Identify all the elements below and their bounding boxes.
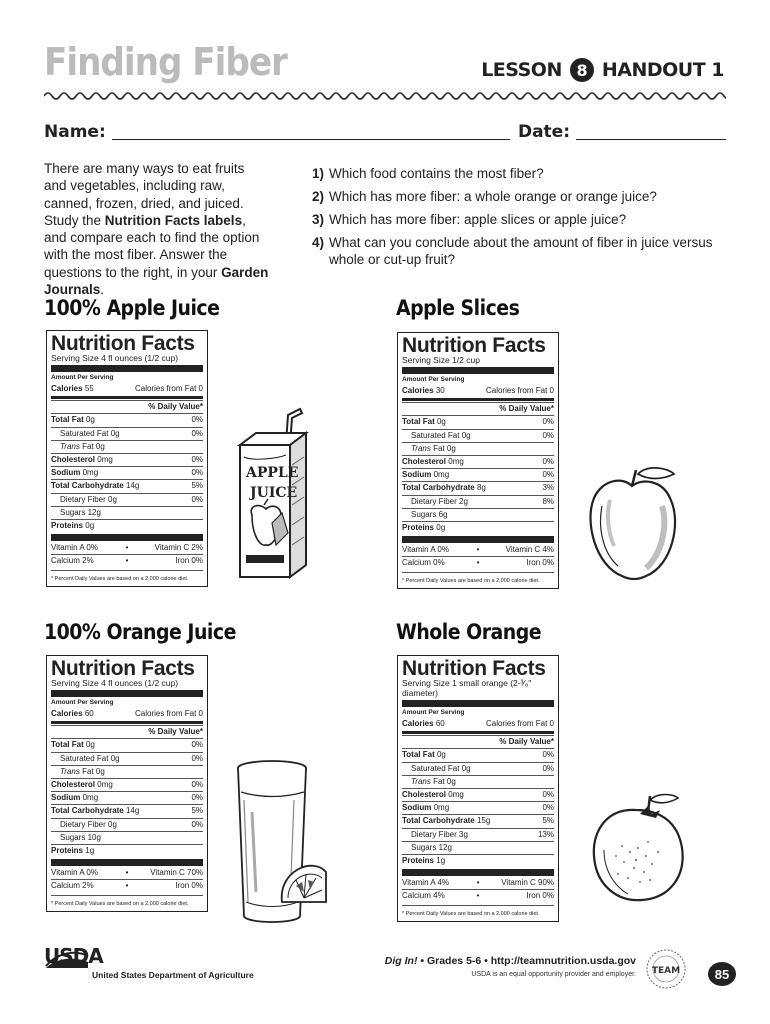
- calories-row: [402, 718, 554, 730]
- nf-chol-label: Cholesterol: [51, 455, 96, 465]
- nf-calories: 60: [435, 719, 445, 728]
- nf-protein-label: Proteins: [51, 521, 84, 531]
- nf-bullet: •: [476, 891, 480, 901]
- fiber-row: [51, 818, 203, 831]
- nf-carb-dv: 5%: [191, 806, 203, 816]
- nf-calories: 55: [84, 384, 94, 393]
- nf-trans-fat: Fat 0g: [433, 443, 456, 453]
- nf-sat-fat-dv: 0%: [542, 763, 554, 773]
- sugars-row: [402, 841, 554, 854]
- nutrition-label-apple-slices: [397, 332, 559, 589]
- protein-row: [402, 854, 554, 867]
- nf-fiber-dv: 13%: [537, 829, 554, 839]
- nf-vit-a: Vitamin A 0%: [51, 543, 98, 553]
- lesson-label: LESSON: [481, 59, 562, 81]
- nf-chol: 0mg: [97, 455, 113, 465]
- daily-value-header: % Daily Value*: [402, 735, 554, 748]
- nf-bullet: •: [125, 556, 129, 566]
- question-item: 3) Which has more fiber: apple slices or apple juice?: [312, 212, 627, 227]
- nf-sodium-dv: 0%: [542, 470, 554, 480]
- amount-per-serving: Amount Per Serving: [402, 709, 465, 716]
- usda-logo: [44, 944, 103, 975]
- nf-chol-dv: 0%: [191, 455, 203, 465]
- nf-calories: 30: [435, 386, 445, 395]
- cholesterol-row: [51, 778, 203, 791]
- nf-total-fat: 0g: [436, 417, 446, 427]
- nf-calories: 60: [84, 709, 94, 718]
- nf-trans-fat-label: Trans: [60, 766, 80, 776]
- nf-sat-fat-dv: 0%: [191, 428, 203, 438]
- nf-sodium: 0mg: [433, 803, 450, 813]
- trans-fat-row: [51, 440, 203, 453]
- nf-sat-fat-label: Saturated Fat: [411, 763, 460, 773]
- nf-fiber: 0g: [108, 494, 117, 504]
- nf-carb: 14g: [125, 806, 140, 816]
- nf-protein: 1g: [85, 846, 95, 856]
- nf-vit-c: Vitamin C 4%: [505, 545, 554, 555]
- serving-size: Serving Size 4 fl ounces (1/2 cup): [51, 678, 179, 688]
- nf-sugars: Sugars 12g: [60, 507, 101, 517]
- vitamin-row: [51, 867, 203, 879]
- section-title-apple-slices: Apple Slices: [396, 296, 520, 320]
- total-fat-row: [51, 413, 203, 426]
- carton-text-apple: APPLE: [246, 465, 299, 481]
- nf-carb-label: Total Carbohydrate: [51, 806, 124, 816]
- orange-juice-glass-illustration: [232, 752, 328, 928]
- equal-opportunity-notice: USDA is an equal opportunity provider and employer.: [471, 971, 636, 978]
- carbohydrate-row: [51, 804, 203, 817]
- name-label: Name:: [44, 122, 106, 142]
- lesson-number-badge: 8: [570, 58, 594, 82]
- mineral-row: [402, 889, 554, 902]
- sodium-row: [402, 468, 554, 481]
- nutrition-facts-heading: Nutrition Facts: [51, 657, 195, 680]
- nutrition-label-whole-orange: [397, 655, 559, 922]
- trans-fat-row: [402, 775, 554, 788]
- vitamin-row: [402, 877, 554, 889]
- name-date-row: [44, 122, 726, 142]
- nf-iron: Iron 0%: [175, 556, 203, 566]
- nf-fiber-dv: 0%: [191, 494, 203, 504]
- nf-sat-fat: 0g: [461, 430, 471, 440]
- nutrition-facts-heading: Nutrition Facts: [402, 334, 546, 357]
- nf-calcium: Calcium 0%: [402, 558, 445, 568]
- nf-calcium: Calcium 4%: [402, 891, 445, 901]
- nutrition-facts-heading: Nutrition Facts: [402, 657, 546, 680]
- juice-box-illustration: [226, 405, 322, 585]
- nutrition-label-orange-juice: [46, 655, 208, 912]
- carbohydrate-row: [402, 481, 554, 494]
- nutrition-facts-heading: Nutrition Facts: [51, 332, 195, 355]
- nf-chol-dv: 0%: [542, 457, 554, 467]
- daily-value-header: % Daily Value*: [51, 725, 203, 738]
- question-item: 4) What can you conclude about the amount of fiber in juice versus whole or cut-up fruit?: [312, 235, 713, 267]
- nf-total-fat: 0g: [85, 415, 95, 425]
- nf-total-fat-label: Total Fat: [51, 415, 84, 425]
- sugars-row: [51, 506, 203, 519]
- nf-fiber-label: Dietary Fiber: [60, 494, 106, 504]
- nf-chol: 0mg: [97, 780, 113, 790]
- serving-size: Serving Size 4 fl ounces (1/2 cup): [51, 353, 179, 363]
- nf-carb: 15g: [476, 816, 491, 826]
- nf-sodium-label: Sodium: [402, 803, 432, 813]
- nf-sat-fat-label: Saturated Fat: [60, 753, 109, 763]
- nf-calories-label: Calories: [51, 384, 83, 393]
- nf-bullet: •: [125, 868, 129, 878]
- sugars-row: [51, 831, 203, 844]
- nf-fat-cal: Calories from Fat 0: [485, 386, 554, 395]
- nf-vit-c: Vitamin C 70%: [150, 868, 203, 878]
- nf-sat-fat-dv: 0%: [542, 430, 554, 440]
- team-nutrition-logo: [645, 948, 687, 990]
- nf-chol-dv: 0%: [542, 790, 554, 800]
- carbohydrate-row: [402, 814, 554, 827]
- nf-bullet: •: [476, 878, 480, 888]
- trans-fat-row: [51, 765, 203, 778]
- question-list: [312, 165, 732, 274]
- total-fat-row: [402, 748, 554, 761]
- nf-fat-cal: Calories from Fat 0: [134, 384, 203, 393]
- nf-sugars: Sugars 10g: [60, 832, 101, 842]
- nf-chol-label: Cholesterol: [402, 790, 447, 800]
- nf-sodium-label: Sodium: [51, 468, 81, 478]
- nf-protein-label: Proteins: [402, 523, 435, 533]
- nf-sat-fat: 0g: [461, 763, 471, 773]
- fiber-row: [51, 493, 203, 506]
- protein-row: [51, 519, 203, 532]
- section-title-whole-orange: Whole Orange: [396, 620, 542, 644]
- nf-total-fat-label: Total Fat: [402, 750, 435, 760]
- page-title: Finding Fiber: [44, 40, 287, 84]
- nf-calcium: Calcium 2%: [51, 556, 94, 566]
- nf-sat-fat-dv: 0%: [191, 753, 203, 763]
- nf-carb: 14g: [125, 481, 140, 491]
- fiber-row: [402, 495, 554, 508]
- nf-total-fat-label: Total Fat: [51, 740, 84, 750]
- lesson-handout-label: [481, 58, 724, 82]
- nf-chol-label: Cholesterol: [402, 457, 447, 467]
- nf-total-fat-dv: 0%: [542, 417, 554, 427]
- cholesterol-row: [51, 453, 203, 466]
- mineral-row: [51, 554, 203, 567]
- nf-fiber: 3g: [459, 829, 468, 839]
- nf-total-fat-label: Total Fat: [402, 417, 435, 427]
- name-field[interactable]: [112, 122, 510, 140]
- nf-sodium-dv: 0%: [191, 468, 203, 478]
- nf-sodium-label: Sodium: [51, 793, 81, 803]
- total-fat-row: [402, 415, 554, 428]
- nf-trans-fat: Fat 0g: [82, 441, 105, 451]
- section-title-orange-juice: 100% Orange Juice: [44, 620, 236, 644]
- nf-total-fat: 0g: [436, 750, 446, 760]
- daily-value-header: % Daily Value*: [402, 402, 554, 415]
- nf-sat-fat: 0g: [110, 428, 120, 438]
- daily-value-footnote: * Percent Daily Values are based on a 2,000 calorie diet.: [51, 895, 203, 908]
- amount-per-serving: Amount Per Serving: [51, 699, 114, 706]
- nf-sodium-dv: 0%: [542, 803, 554, 813]
- nf-trans-fat: Fat 0g: [82, 766, 105, 776]
- footer-program-line: Dig In! • Grades 5-6 • http://teamnutrition.usda.gov: [384, 955, 636, 967]
- nf-iron: Iron 0%: [175, 881, 203, 891]
- saturated-fat-row: [402, 762, 554, 775]
- vitamin-row: [402, 544, 554, 556]
- nf-fat-cal: Calories from Fat 0: [134, 709, 203, 718]
- question-item: 1) Which food contains the most fiber?: [312, 166, 544, 181]
- mineral-row: [51, 879, 203, 892]
- handout-label: HANDOUT 1: [601, 59, 724, 81]
- trans-fat-row: [402, 442, 554, 455]
- nf-protein: 0g: [85, 521, 95, 531]
- nf-sugars: Sugars 6g: [411, 509, 448, 519]
- nf-vit-a: Vitamin A 0%: [51, 868, 98, 878]
- nf-carb-label: Total Carbohydrate: [51, 481, 124, 491]
- nf-chol-dv: 0%: [191, 780, 203, 790]
- nf-fiber-label: Dietary Fiber: [411, 496, 457, 506]
- serving-size: Serving Size 1 small orange (2-³⁄₈" diameter): [402, 678, 532, 698]
- nf-carb-dv: 5%: [542, 816, 554, 826]
- nf-sat-fat-label: Saturated Fat: [411, 430, 460, 440]
- nf-trans-fat-label: Trans: [411, 776, 431, 786]
- vitamin-row: [51, 542, 203, 554]
- nf-sodium: 0mg: [82, 793, 99, 803]
- nf-fat-cal: Calories from Fat 0: [485, 719, 554, 728]
- apple-illustration: [582, 466, 686, 586]
- nf-bullet: •: [125, 543, 129, 553]
- nf-carb-dv: 3%: [542, 483, 554, 493]
- nf-calcium: Calcium 2%: [51, 881, 94, 891]
- nf-protein-label: Proteins: [402, 856, 435, 866]
- saturated-fat-row: [51, 427, 203, 440]
- calories-row: [51, 708, 203, 720]
- fiber-row: [402, 828, 554, 841]
- nf-carb-label: Total Carbohydrate: [402, 483, 475, 493]
- sugars-row: [402, 508, 554, 521]
- team-logo-text: TEAM: [651, 966, 681, 976]
- carton-text-juice: JUICE: [250, 485, 298, 501]
- orange-illustration: [588, 790, 688, 906]
- nf-sugars: Sugars 12g: [411, 842, 452, 852]
- nf-total-fat-dv: 0%: [191, 415, 203, 425]
- cholesterol-row: [402, 455, 554, 468]
- date-field[interactable]: [576, 122, 726, 140]
- protein-row: [402, 521, 554, 534]
- nf-sodium-dv: 0%: [191, 793, 203, 803]
- sodium-row: [51, 791, 203, 804]
- daily-value-footnote: * Percent Daily Values are based on a 2,000 calorie diet.: [51, 570, 203, 583]
- nf-fiber-label: Dietary Fiber: [411, 829, 457, 839]
- nf-iron: Iron 0%: [526, 891, 554, 901]
- nf-vit-c: Vitamin C 90%: [501, 878, 554, 888]
- sodium-row: [402, 801, 554, 814]
- calories-row: [51, 383, 203, 395]
- nf-vit-a: Vitamin A 4%: [402, 878, 449, 888]
- nf-protein-label: Proteins: [51, 846, 84, 856]
- page-number: 85: [708, 962, 736, 986]
- amount-per-serving: Amount Per Serving: [51, 374, 114, 381]
- nf-iron: Iron 0%: [526, 558, 554, 568]
- intro-paragraph: There are many ways to eat fruits and vegetables, including raw, canned, frozen, dried, and juiced. Study the Nutrition Facts labels, and compare each to find the option with the most fiber. Answer the questions to the right, in your Garden Journals.: [44, 161, 269, 298]
- nf-vit-a: Vitamin A 0%: [402, 545, 449, 555]
- nf-fiber-label: Dietary Fiber: [60, 819, 106, 829]
- nf-sodium: 0mg: [433, 470, 450, 480]
- section-title-apple-juice: 100% Apple Juice: [44, 296, 220, 320]
- daily-value-header: % Daily Value*: [51, 400, 203, 413]
- nf-calories-label: Calories: [51, 709, 83, 718]
- nf-chol: 0mg: [448, 790, 464, 800]
- nf-sodium: 0mg: [82, 468, 99, 478]
- daily-value-footnote: * Percent Daily Values are based on a 2,000 calorie diet.: [402, 572, 554, 585]
- amount-per-serving: Amount Per Serving: [402, 376, 465, 383]
- nf-sat-fat: 0g: [110, 753, 120, 763]
- nf-bullet: •: [476, 545, 480, 555]
- nf-trans-fat: Fat 0g: [433, 776, 456, 786]
- saturated-fat-row: [402, 429, 554, 442]
- nf-carb: 8g: [476, 483, 486, 493]
- sodium-row: [51, 466, 203, 479]
- nf-fiber: 0g: [108, 819, 117, 829]
- nf-total-fat-dv: 0%: [191, 740, 203, 750]
- nf-fiber: 2g: [459, 496, 468, 506]
- nf-vit-c: Vitamin C 2%: [154, 543, 203, 553]
- nf-trans-fat-label: Trans: [60, 441, 80, 451]
- nf-bullet: •: [476, 558, 480, 568]
- nf-fiber-dv: 0%: [191, 819, 203, 829]
- nf-calories-label: Calories: [402, 719, 434, 728]
- daily-value-footnote: * Percent Daily Values are based on a 2,000 calorie diet.: [402, 905, 554, 918]
- calories-row: [402, 385, 554, 397]
- question-item: 2) Which has more fiber: a whole orange or orange juice?: [312, 189, 657, 204]
- carbohydrate-row: [51, 479, 203, 492]
- cholesterol-row: [402, 788, 554, 801]
- nf-chol: 0mg: [448, 457, 464, 467]
- nf-protein: 0g: [436, 523, 446, 533]
- total-fat-row: [51, 738, 203, 751]
- nf-total-fat-dv: 0%: [542, 750, 554, 760]
- usda-department: United States Department of Agriculture: [92, 970, 254, 980]
- nf-chol-label: Cholesterol: [51, 780, 96, 790]
- nutrition-label-apple-juice: [46, 330, 208, 587]
- nf-sodium-label: Sodium: [402, 470, 432, 480]
- nf-bullet: •: [125, 881, 129, 891]
- nf-trans-fat-label: Trans: [411, 443, 431, 453]
- saturated-fat-row: [51, 752, 203, 765]
- serving-size: Serving Size 1/2 cup: [402, 355, 480, 365]
- usda-wordmark: USDA: [44, 944, 103, 968]
- mineral-row: [402, 556, 554, 569]
- nf-sat-fat-label: Saturated Fat: [60, 428, 109, 438]
- date-label: Date:: [517, 122, 570, 142]
- protein-row: [51, 844, 203, 857]
- nf-calories-label: Calories: [402, 386, 434, 395]
- nf-carb-label: Total Carbohydrate: [402, 816, 475, 826]
- nf-total-fat: 0g: [85, 740, 95, 750]
- nf-carb-dv: 5%: [191, 481, 203, 491]
- nf-fiber-dv: 8%: [542, 496, 554, 506]
- wavy-divider: [44, 88, 726, 104]
- nf-protein: 1g: [436, 856, 446, 866]
